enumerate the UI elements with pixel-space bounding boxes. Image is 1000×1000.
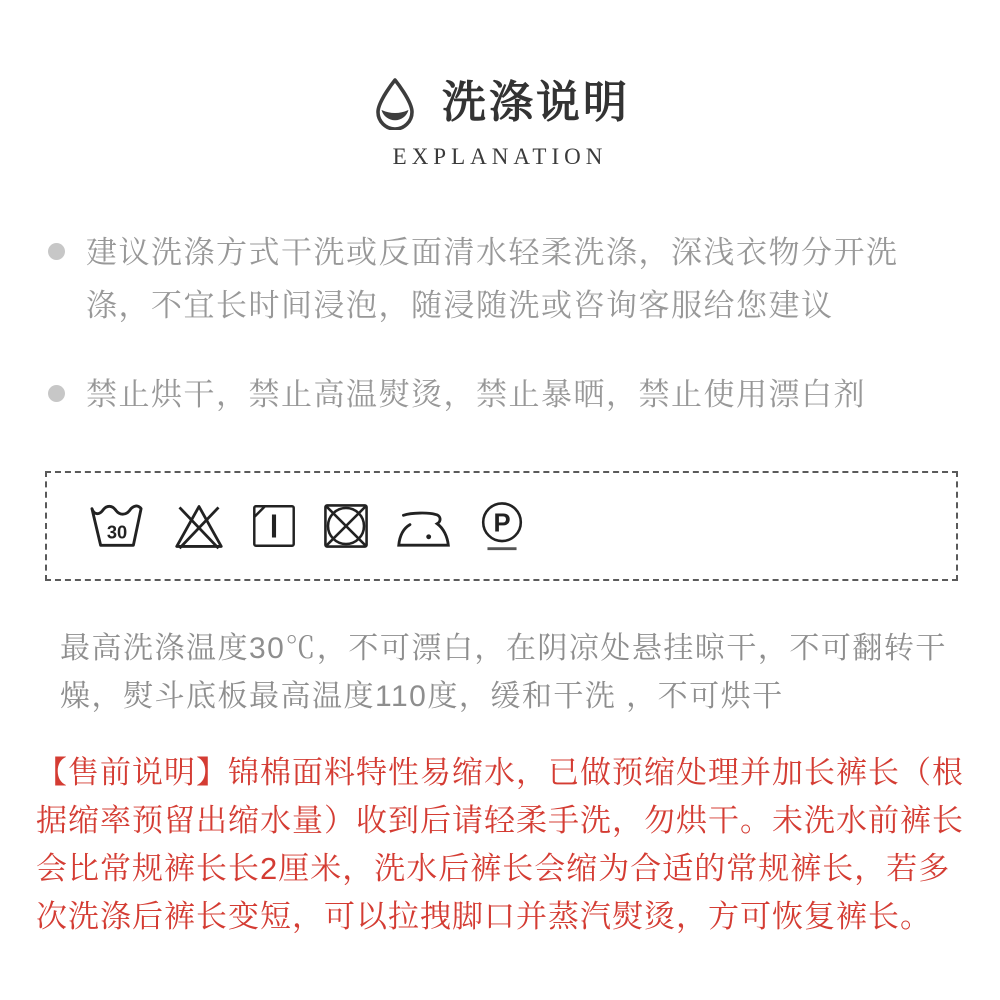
wash-advice-text: 禁止烘干，禁止高温熨烫，禁止暴晒，禁止使用漂白剂 (86, 377, 866, 412)
page-title: 洗涤说明 (442, 78, 630, 127)
wash-tub-30c-icon (87, 500, 147, 552)
iron-low-heat-icon (395, 503, 453, 550)
page-subtitle: EXPLANATION (392, 144, 608, 169)
wash-advice-text: 建议洗涤方式干洗或反面清水轻柔洗涤，深浅衣物分开洗涤，不宜长时间浸泡，随浸随洗或咨询客服给您建议 (86, 235, 899, 323)
wash-advice-list (48, 226, 960, 421)
list-item (48, 368, 960, 421)
header-title-row (0, 76, 1000, 130)
wash-temp-label: 30 (106, 521, 128, 543)
care-note-text: 最高洗涤温度30℃，不可漂白，在阴凉处悬挂晾干，不可翻转干燥，熨斗底板最高温度110度，缓和干洗 ，不可烘干 (60, 632, 947, 713)
hang-dry-in-shade-icon (251, 503, 297, 549)
professional-dry-clean-p-icon (478, 500, 526, 553)
list-item (48, 226, 960, 332)
water-drop-icon (370, 76, 420, 130)
do-not-tumble-dry-icon (322, 502, 370, 550)
presale-note-text: 【售前说明】锦棉面料特性易缩水，已做预缩处理并加长裤长（根据缩率预留出缩水量）收到后请轻柔手洗，勿烘干。未洗水前裤长会比常规裤长长2厘米，洗水后裤长会缩为合适的常规裤长，若多次洗涤后裤长变短，可以拉拽脚口并蒸汽熨烫，方可恢复裤长。 (36, 755, 964, 934)
bullet-dot-icon (48, 243, 65, 260)
bullet-dot-icon (48, 385, 65, 402)
care-symbols-box (45, 471, 958, 581)
section-header (0, 0, 1000, 170)
do-not-bleach-icon (172, 500, 226, 552)
dry-clean-letter: P (493, 509, 511, 538)
